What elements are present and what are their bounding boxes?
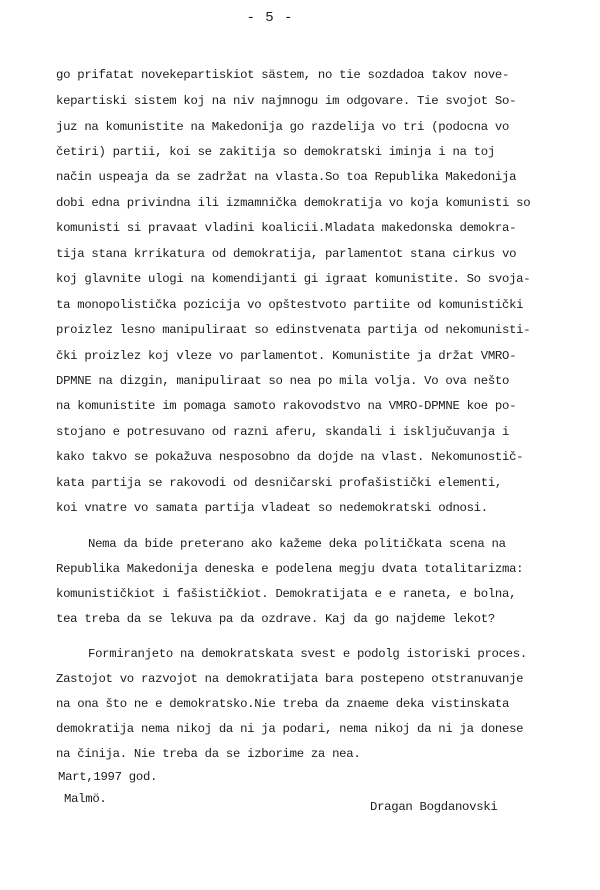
text-line: na činija. Nie treba da se izborime za nea. (56, 747, 361, 761)
text-line: Zastojot vo razvojot na demokratijata bara postepeno otstranuvanje (56, 672, 524, 686)
text-line: DPMNE na dizgin, manipuliraat so nea po mila volja. Vo ova nešto (56, 374, 510, 388)
text-line: kepartiski sistem koj na niv najmnogu im odgovare. Tie svojot So- (56, 94, 517, 108)
text-line: komunističkiot i fašističkiot. Demokratijata e e raneta, e bolna, (56, 587, 517, 601)
author-signature: Dragan Bogdanovski (370, 800, 498, 814)
text-line: go prifatat novekepartiskiot sästem, no tie sozdadoa takov nove- (56, 68, 510, 82)
text-line: demokratija nema nikoj da ni ja podari, nema nikoj da ni ja donese (56, 722, 524, 736)
place-line: Malmö. (64, 792, 107, 806)
text-line: tea treba da se lekuva pa da ozdrave. Kaj da go najdeme lekot? (56, 612, 495, 626)
text-line: ta monopolistička pozicija vo opštestvoto partiite od komunistički (56, 298, 524, 312)
text-line: tija stana krrikatura od demokratija, parlamentot stana cirkus vo (56, 247, 517, 261)
text-line: četiri) partii, koi se zakitija so demokratski iminja i na toj (56, 145, 495, 159)
text-line: čki proizlez koj vleze vo parlamentot. Komunistite ja držat VMRO- (56, 349, 517, 363)
text-line: koj glavnite ulogi na komendijanti gi igraat komunistite. So svoja- (56, 272, 531, 286)
text-line: proizlez lesno manipuliraat so edinstvenata partija od nekomunisti- (56, 323, 531, 337)
text-line: kako takvo se pokažuva nesposobno da dojde na vlast. Nekomunostič- (56, 450, 524, 464)
text-line: stojano e potresuvano od razni aferu, skandali i isključuvanja i (56, 425, 510, 439)
text-line: komunisti si pravaat vladini koalicii.Mladata makedonska demokra- (56, 221, 517, 235)
text-line: Republika Makedonija deneska e podelena megju dvata totalitarizma: (56, 562, 524, 576)
text-line: na ona što ne e demokratsko.Nie treba da znaeme deka vistinskata (56, 697, 510, 711)
text-line: koi vnatre vo samata partija vladeat so nedemokratski odnosi. (56, 501, 488, 515)
text-line: Formiranjeto na demokratskata svest e podolg istoriski proces. (88, 647, 527, 661)
page-number: - 5 - (246, 10, 294, 26)
text-line: način uspeaja da se zadržat na vlasta.So toa Republika Makedonija (56, 170, 517, 184)
text-line: na komunistite im pomaga samoto rakovodstvo na VMRO-DPMNE koe po- (56, 399, 517, 413)
date-line: Mart,1997 god. (58, 770, 158, 784)
text-line: dobi edna privindna ili izmamnička demokratija vo koja komunisti so (56, 196, 531, 210)
text-line: juz na komunistite na Makedonija go razdelija vo tri (podocna vo (56, 120, 510, 134)
text-line: kata partija se rakovodi od desničarski profašistički elementi, (56, 476, 502, 490)
text-line: Nema da bide preterano ako kažeme deka političkata scena na (88, 537, 506, 551)
